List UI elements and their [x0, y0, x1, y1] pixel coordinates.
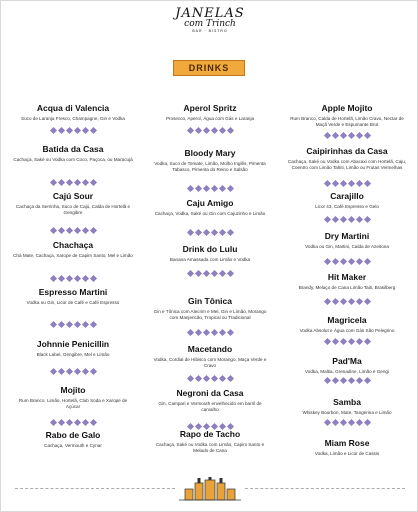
brand-tag: BAR · BISTRO: [192, 29, 228, 33]
bottles-illustration-icon: [179, 477, 241, 501]
ornament-divider: [283, 132, 411, 140]
drink-name: Mojito: [60, 385, 86, 395]
drink-description: Vodka, Limão e Licor de Cassis: [314, 451, 380, 456]
drink-name: Magricela: [327, 315, 367, 325]
drink-description: Cachaça, Saké ou Vodka com Abacaxi com Hortelã, Caju, Coentro com Limão Tahiti, Limão ou Frutas Vermelhas: [287, 159, 407, 170]
drink-description: Cachaça da Serrinha, Suco de Cajú, Calda de Hortelã e Gengibre: [15, 204, 131, 215]
drink-name: Caju Amigo: [186, 198, 234, 208]
drink-item: [9, 287, 137, 306]
drink-item: [283, 356, 411, 375]
brand-name: JANELAS: [175, 6, 245, 21]
drink-description: Gin e Tônica com Alecrim e Mel, Gin e Limão, Morango com Manjericão, Tropical ou Tradicional: [153, 309, 267, 320]
drink-item: [146, 344, 274, 369]
drink-name: Dry Martini: [324, 231, 370, 241]
drink-item: [283, 146, 411, 171]
drink-item: [9, 103, 137, 122]
drink-description: Cachaça, Saké ou Vodka com Limão, Capim Santo e Melado de Cana: [155, 442, 265, 453]
drink-name: Rapo de Tacho: [179, 429, 241, 439]
drink-description: Brandy, Melaço de Cana Limão Taiti, Brasilberg: [298, 285, 396, 290]
ornament-divider: [9, 179, 137, 187]
drink-item: [283, 438, 411, 457]
drink-item: [9, 191, 137, 216]
drink-name: Hit Maker: [327, 272, 367, 282]
drink-item: [9, 385, 137, 410]
drink-item: [283, 191, 411, 210]
drink-name: Apple Mojito: [321, 103, 373, 113]
drink-name: Carajillo: [330, 191, 364, 201]
drink-name: Miam Rose: [324, 438, 370, 448]
ornament-divider: [146, 375, 274, 383]
drink-name: Samba: [333, 397, 361, 407]
drink-description: Prosecco, Aperol, Água com Gás e Laranja: [165, 116, 255, 121]
ornament-divider: [9, 419, 137, 427]
drink-description: Vodka, Maltia, Grenadine, Limão e Gengi: [304, 369, 389, 374]
drink-description: Licor 43, Café Espresso e Gelo: [315, 204, 379, 209]
drink-name: Bloody Mary: [184, 148, 236, 158]
drink-item: [283, 272, 411, 291]
drink-description: Rum Branco, Limão, Hortelã, Club Soda e Xarope de Açúcar: [18, 398, 128, 409]
brand-sub: com Trinch: [184, 19, 236, 29]
drink-name: Cajú Sour: [52, 191, 94, 201]
ornament-divider: [146, 229, 274, 237]
drink-item: [283, 315, 411, 334]
drink-description: Cachaça, Vodka, Saké ou Gin com Cajuzinho e Limão: [154, 211, 266, 216]
drink-description: Black Label, Gengibre, Mel e Limão: [36, 352, 110, 357]
drink-item: [9, 240, 137, 259]
drink-description: Vodka ou Gin, Licor de Café e Café Espresso: [26, 300, 120, 305]
ornament-divider: [9, 227, 137, 235]
drink-item: [146, 296, 274, 321]
drink-item: [146, 244, 274, 263]
ornament-divider: [146, 127, 274, 135]
ornament-divider: [283, 216, 411, 224]
drink-description: Chá Mate, Cachaça, Xarope de Capim Santo, Mel e Limão: [13, 253, 133, 258]
drink-description: Rum Branco, Calda de Hortelã, Limão Cravo, Nectar de Maçã Verde e Espumante Brut: [290, 116, 404, 127]
drink-description: Gin, Campari e Vermouth envelhecido em barril de carvalho: [158, 401, 262, 412]
drink-name: Pad'Ma: [332, 356, 362, 366]
ornament-divider: [146, 270, 274, 278]
ornament-divider: [9, 127, 137, 135]
drink-name: Chachaça: [52, 240, 94, 250]
footer-ornament: [1, 477, 418, 501]
drink-item: [283, 231, 411, 250]
ornament-divider: [9, 368, 137, 376]
drink-description: Vodka ou Gin, Martini, Calda de Azeitona: [305, 244, 389, 249]
ornament-divider: [146, 329, 274, 337]
ornament-divider: [283, 419, 411, 427]
drink-name: Negroni da Casa: [176, 388, 244, 398]
brand-logo: [1, 7, 418, 34]
drink-description: Whiskey Bourbon, Mate, Tangerina e Limão: [302, 410, 392, 415]
section-title-banner: DRINKS: [173, 60, 245, 76]
drink-item: [146, 103, 274, 122]
footer-divider-right: [245, 488, 405, 490]
ornament-divider: [9, 321, 137, 329]
drink-name: Drink do Lulu: [182, 244, 238, 254]
drink-description: Vodka, Cordial de Hibisco com Morango, Maça Verde e Cravo: [153, 357, 267, 368]
ornament-divider: [283, 298, 411, 306]
ornament-divider: [9, 275, 137, 283]
drink-name: Batida da Casa: [42, 144, 104, 154]
drink-description: Cachaça, Saké ou Vodka com Coco, Paçoca, ou Maracujá: [13, 157, 133, 162]
drink-item: [9, 144, 137, 163]
drink-item: [146, 148, 274, 173]
drink-description: Vodka Absolut e Água com Gás São Pelegrino: [299, 328, 395, 333]
drink-item: [146, 198, 274, 217]
drink-name: Rabo de Galo: [45, 430, 101, 440]
drink-item: [9, 339, 137, 358]
drink-item: [9, 430, 137, 449]
ornament-divider: [283, 377, 411, 385]
drink-item: [283, 397, 411, 416]
drink-name: Macetando: [187, 344, 233, 354]
ornament-divider: [146, 185, 274, 193]
drink-description: Suco de Laranja Fresco, Champagne, Gin e Vodka: [21, 116, 125, 121]
drink-name: Espresso Martini: [38, 287, 108, 297]
drink-description: Banana Amassada com Limão e Vodka: [169, 257, 251, 262]
ornament-divider: [283, 258, 411, 266]
drink-item: [146, 429, 274, 454]
drink-name: Gin Tônica: [188, 296, 232, 306]
drink-name: Acqua di Valencia: [36, 103, 110, 113]
drink-item: [146, 388, 274, 413]
footer-divider-left: [15, 488, 175, 490]
ornament-divider: [283, 180, 411, 188]
drink-item: [283, 103, 411, 128]
drink-name: Caipirinhas da Casa: [306, 146, 388, 156]
ornament-divider: [283, 338, 411, 346]
drink-description: Vodka, Suco de Tomate, Limão, Molho Inglês, Pimenta Tabasco, Pimenta do Reino e Salsão: [154, 161, 266, 172]
drink-name: Johnnie Penicillin: [36, 339, 110, 349]
drink-name: Aperol Spritz: [183, 103, 237, 113]
drink-description: Cachaça, Vermouth e Cynar: [44, 443, 102, 448]
